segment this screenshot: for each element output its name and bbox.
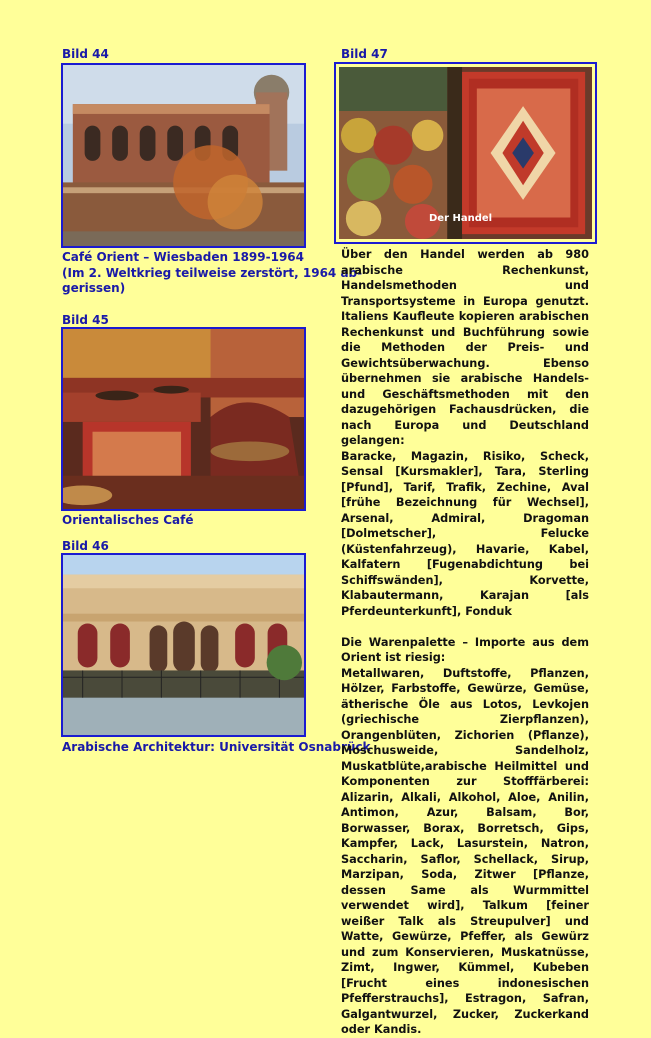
- figure-46-label: Bild 46: [62, 539, 109, 553]
- figure-44-caption-line: (Im 2. Weltkrieg teilweise zerstört, 1964 ab-: [62, 265, 363, 280]
- figure-47-overlay-text: Der Handel: [429, 213, 493, 224]
- figure-44-image: [61, 63, 306, 248]
- figure-45-label: Bild 45: [62, 313, 109, 327]
- figure-47-image: [334, 62, 597, 244]
- figure-45-caption: Orientalisches Café: [62, 513, 194, 527]
- paragraph-trade-terms: Baracke, Magazin, Risiko, Scheck, Sensal [Kursmakler], Tara, Sterling [Pfund], Tarif, Trafik, Zechine, Aval [frühe Bezeichnung für Wechsel], Arsenal, Admiral, Dragoman [Dolmetscher], Felucke (Küstenfahrzeug), Havarie, Kabel, Kalfatern [Fugenabdichtung bei Schiffswänden], Korvette, Klabautermann, Karajan [als Pferdeunterkunft], Fonduk: [341, 449, 589, 618]
- paragraph-spacer: [341, 619, 589, 635]
- figure-44-caption: [62, 250, 362, 297]
- figure-46-image: [61, 553, 306, 737]
- figure-44-caption-line: gerissen): [62, 281, 126, 295]
- figure-44-caption-line: Café Orient – Wiesbaden 1899-1964: [62, 250, 304, 264]
- figure-44-label: Bild 44: [62, 47, 109, 61]
- paragraph-trade-methods: Über den Handel werden ab 980 arabische Rechenkunst, Handelsmethoden und Transportsysteme in Europa genutzt. Italiens Kaufleute kopieren arabischen Rechenkunst und Buchführung sowie die Methoden der Preis- und Gewichtsüberwachung. Ebenso übernehmen sie arabische Handels- und Geschäftsmethoden mit den dazugehörigen Fachausdrücken, die nach Europa und Deutschland gelangen:: [341, 248, 589, 447]
- paragraph-goods-list: Metallwaren, Duftstoffe, Pflanzen, Hölzer, Farbstoffe, Gewürze, Gemüse, ätherische Öle aus Lotos, Levkojen (griechische Zierpflanzen), Orangenblüten, Zichorien (Pflanze), Moschusweide, Sandelholz, Muskatblüte,arabische Heilmittel und Komponenten zur Stofffärberei: Alizarin, Alkali, Alkohol, Aloe, Anilin, Antimon, Azur, Balsam, Bor, Borwasser, Borax, Borretsch, Gips, Kampfer, Lack, Lasurstein, Natron, Saccharin, Saflor, Schellack, Sirup, Marzipan, Soda, Zitwer [Pflanze, dessen Same als Wurmmittel verwendet wird], Talkum [feiner weißer Talk als Streupulver] und Watte, Gewürze, Pfeffer, als Gewürz und zum Konservieren, Muskatnüsse, Zimt, Ingwer, Kümmel, Kubeben [Frucht eines indonesischen Pfefferstrauchs], Estragon, Safran, Galgantwurzel, Zucker, Zuckerkand oder Kandis.: [341, 666, 589, 1036]
- figure-46-caption: Arabische Architektur: Universität Osnabrück: [62, 740, 371, 754]
- body-text: [341, 247, 589, 1038]
- figure-47-label: Bild 47: [341, 47, 388, 61]
- figure-45-image: [61, 327, 306, 511]
- paragraph-goods-heading: Die Warenpalette – Importe aus dem Orient ist riesig:: [341, 635, 589, 664]
